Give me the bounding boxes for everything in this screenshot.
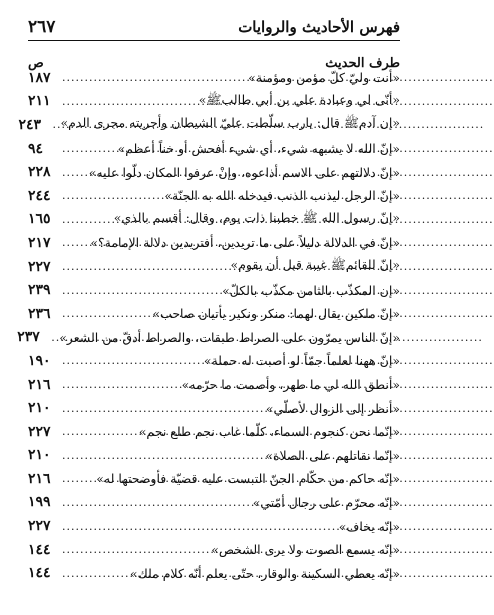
index-entries [17, 66, 400, 585]
entry-text: «إنّ دلالتهم على الاسم أذاعوه، وإنْ عرفوا المكان دلّوا عليه» [88, 164, 400, 180]
entry-page-number: ٢٣٦ [28, 305, 51, 322]
entry-text: «إن المكذّب بالثامن مكذّب بالكلّ» [222, 282, 400, 298]
index-entry [28, 208, 400, 232]
index-entry [28, 255, 400, 279]
entry-text: «إنّ ههنا لعلماً جمّاً لو أصبت له حملة» [203, 353, 400, 369]
entry-page-number: ١٤٤ [28, 565, 51, 582]
index-entry [28, 184, 400, 208]
dot-leader [62, 567, 130, 580]
dot-leader [62, 71, 248, 84]
dot-leader [62, 425, 139, 438]
entry-text: «إن آدمﷺ قال: يارب سلّطت عليّ الشيطان وأجريته مجرى الدم» [60, 115, 400, 131]
entry-text: «إنّ ملكين يقال لهما: منكر ونكير يأتيان صاحب» [152, 306, 400, 322]
entry-text: «إنّما نقاتلهم على الصلاة» [265, 447, 400, 463]
dot-leader [62, 378, 182, 391]
entry-text: «أنطق الله لي ما طهر، وأصمت ما حرّمه» [181, 377, 400, 393]
entry-page-number: ١٩٠ [28, 352, 51, 369]
entry-text: «إنّه حاكم من حكّام الجنّ التبست عليه قضيّة فأوضحتها له» [96, 471, 400, 487]
entry-page-number: ١٤٤ [28, 541, 51, 558]
entry-page-number: ٢١٠ [28, 400, 51, 417]
entry-page-number: ٢٤٤ [28, 187, 51, 204]
column-heading-hadith: طرف الحديث [325, 55, 400, 71]
entry-text: «إنّه يسمع الصوت ولا يرى الشخص» [211, 542, 400, 558]
index-entry [28, 90, 400, 114]
index-entry [28, 66, 400, 90]
entry-text: «أنظر إلى الزوال لأصلّي» [265, 400, 400, 416]
entry-text: «إنّ رسول الله ﷺ خطبنا ذات يوم، وقال: أقسم بالذي» [113, 209, 400, 225]
entry-text: «أنّى لي وعبادة علي بن أبي طالبﷺ» [198, 91, 400, 107]
index-entry [17, 326, 400, 350]
index-entry [28, 302, 400, 326]
dot-leader [62, 189, 164, 202]
entry-page-number: ٢١١ [28, 93, 51, 110]
header-title: فهرس الأحاديث والروايات [238, 18, 400, 36]
entry-page-number: ١٨٧ [28, 69, 51, 86]
dot-leader [62, 260, 231, 273]
page-number: ٢٦٧ [28, 17, 56, 37]
dot-leader [62, 236, 90, 249]
dot-leader [62, 213, 114, 226]
running-header [28, 14, 400, 41]
index-entry [28, 514, 400, 538]
index-entry [28, 160, 400, 184]
index-entry [28, 491, 400, 515]
entry-page-number: ٢٤٣ [18, 116, 42, 133]
dot-leader [51, 331, 59, 344]
entry-page-number: ٢٢٧ [28, 258, 51, 275]
entry-text: «إنّه محرّم على رجال أمّتي» [252, 494, 400, 510]
entry-page-number: ١٦٥ [28, 211, 51, 228]
entry-text: «إنّ الناس يمرّون على الصراط طبقات، والصراط أدقّ من الشعر» [59, 329, 400, 345]
entry-text: «إنّ الرجل ليذنب الذنب فيدخله الله به الجنّة» [164, 188, 400, 204]
index-entry [28, 396, 400, 420]
entry-page-number: ٢١٦ [28, 376, 51, 393]
index-entry [28, 561, 400, 585]
entry-page-number: ٢٢٨ [28, 164, 51, 181]
entry-page-number: ١٩٩ [28, 494, 51, 511]
entry-text: «إنّه يعطي السكينة والوقار، حتّى يعلم أنّه كلام ملك» [129, 565, 400, 581]
dot-leader [62, 402, 266, 415]
entry-page-number: ٢١٦ [28, 470, 51, 487]
dot-leader [62, 284, 222, 297]
dot-leader [62, 496, 253, 509]
index-entry [28, 278, 400, 302]
entry-page-number: ٢٣٩ [28, 282, 51, 299]
dot-leader [62, 354, 204, 367]
index-entry [28, 373, 400, 397]
index-entry [28, 349, 400, 373]
entry-text: «إنّ في الدلالة دليلاً على ما تريدين، أفتريدين دلالة الإمامة؟» [90, 235, 400, 251]
entry-page-number: ٢٢٧ [28, 423, 51, 440]
index-entry [28, 538, 400, 562]
index-entry [18, 113, 400, 137]
entry-text: «أنت وليّ كلّ مؤمن ومؤمنة» [248, 70, 400, 86]
dot-leader [62, 543, 211, 556]
dot-leader [62, 166, 89, 179]
index-entry [28, 420, 400, 444]
entry-page-number: ٢٢٧ [28, 518, 51, 535]
index-entry [28, 467, 400, 491]
index-entry [28, 137, 400, 161]
entry-page-number: ٢٣٧ [17, 329, 40, 346]
entry-page-number: ٢١٠ [28, 447, 51, 464]
entry-text: «إنّه يخاف» [338, 518, 400, 534]
dot-leader [62, 449, 265, 462]
entry-text: «إنّ للقائمﷺ غيبة قبل أن يقوم» [230, 257, 400, 273]
index-entry [28, 231, 400, 255]
dot-leader [62, 520, 339, 533]
entry-text: «إنّ الله لا يشبهه شيء، أي شيء أفحش أو خناً أعظم» [117, 141, 400, 157]
dot-leader [62, 95, 199, 108]
index-entry [28, 444, 400, 468]
entry-text: «إنّما نحن كنجوم السماء، كلّما غاب نجم طلع نجم» [138, 424, 400, 440]
dot-leader [62, 472, 96, 485]
dot-leader [62, 142, 118, 155]
dot-leader [62, 307, 152, 320]
dot-leader [53, 118, 61, 131]
entry-page-number: ٩٤ [28, 140, 44, 157]
entry-page-number: ٢١٧ [28, 234, 51, 251]
column-heading-page: ص [28, 55, 44, 71]
